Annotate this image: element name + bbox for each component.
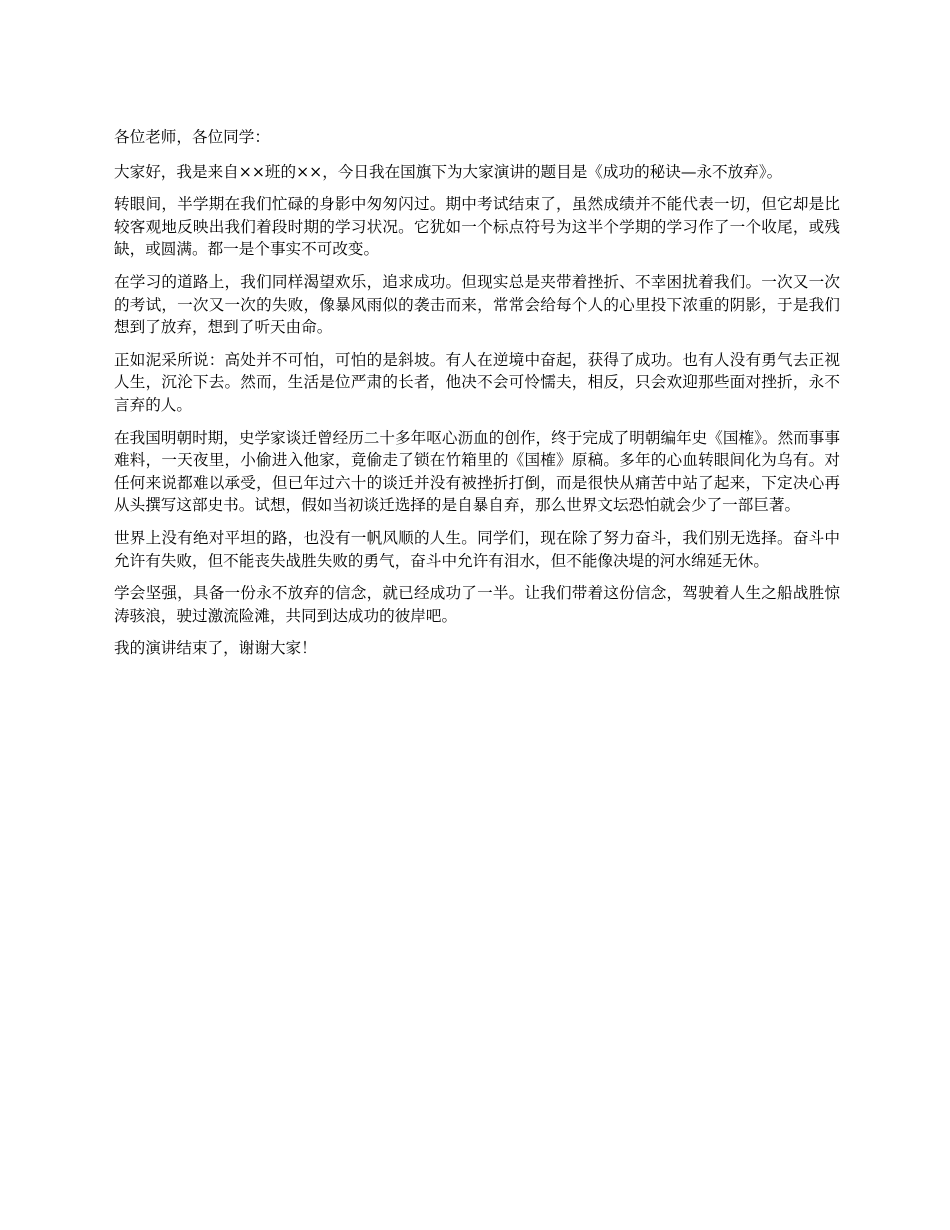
paragraph-midterm: 转眼间，半学期在我们忙碌的身影中匆匆闪过。期中考试结束了，虽然成绩并不能代表一切，但它却是比较客观地反映出我们着段时期的学习状况。它犹如一个标点符号为这半个学期的学习作了一个收尾，或残缺，或圆满。都一是个事实不可改变。: [114, 195, 840, 259]
paragraph-intro: 大家好，我是来自××班的××，今日我在国旗下为大家演讲的题目是《成功的秘诀—永不放弃》。: [114, 162, 783, 181]
document-page: [114, 126, 840, 670]
paragraph-study-road: 在学习的道路上，我们同样渴望欢乐，追求成功。但现实总是夹带着挫折、不幸困扰着我们。一次又一次的考试，一次又一次的失败，像暴风雨似的袭击而来，常常会给每个人的心里投下浓重的阴影，于是我们想到了放弃，想到了听天由命。: [114, 272, 840, 337]
salutation: 各位老师，各位同学：: [114, 128, 270, 146]
paragraph-nietzsche: 正如泥采所说：高处并不可怕，可怕的是斜坡。有人在逆境中奋起，获得了成功。也有人没有勇气去正视人生，沉沦下去。然而，生活是位严肃的长者，他决不会可怜懦夫，相反，只会欢迎那些面对挫折，永不言弃的人。: [114, 350, 840, 414]
paragraph-no-smooth-road: 世界上没有绝对平坦的路，也没有一帆风顺的人生。同学们，现在除了努力奋斗，我们别无选择。奋斗中允许有失败，但不能丧失战胜失败的勇气，奋斗中允许有泪水，但不能像决堤的河水绵延无休。: [114, 528, 840, 570]
paragraph-be-strong: 学会坚强，具备一份永不放弃的信念，就已经成功了一半。让我们带着这份信念，驾驶着人生之船战胜惊涛骇浪，驶过激流险滩，共同到达成功的彼岸吧。: [114, 584, 840, 625]
paragraph-tan-qian: 在我国明朝时期，史学家谈迁曾经历二十多年呕心沥血的创作，终于完成了明朝编年史《国榷》。然而事事难料，一天夜里，小偷进入他家，竟偷走了锁在竹箱里的《国榷》原稿。多年的心血转眼间化为乌有。对任何来说都难以承受，但已年过六十的谈迁并没有被挫折打倒，而是很快从痛苦中站了起来，下定决心再从头撰写这部史书。试想，假如当初谈迁选择的是自暴自弃，那么世界文坛恐怕就会少了一部巨著。: [114, 428, 840, 515]
closing-line: 我的演讲结束了，谢谢大家！: [114, 639, 317, 658]
